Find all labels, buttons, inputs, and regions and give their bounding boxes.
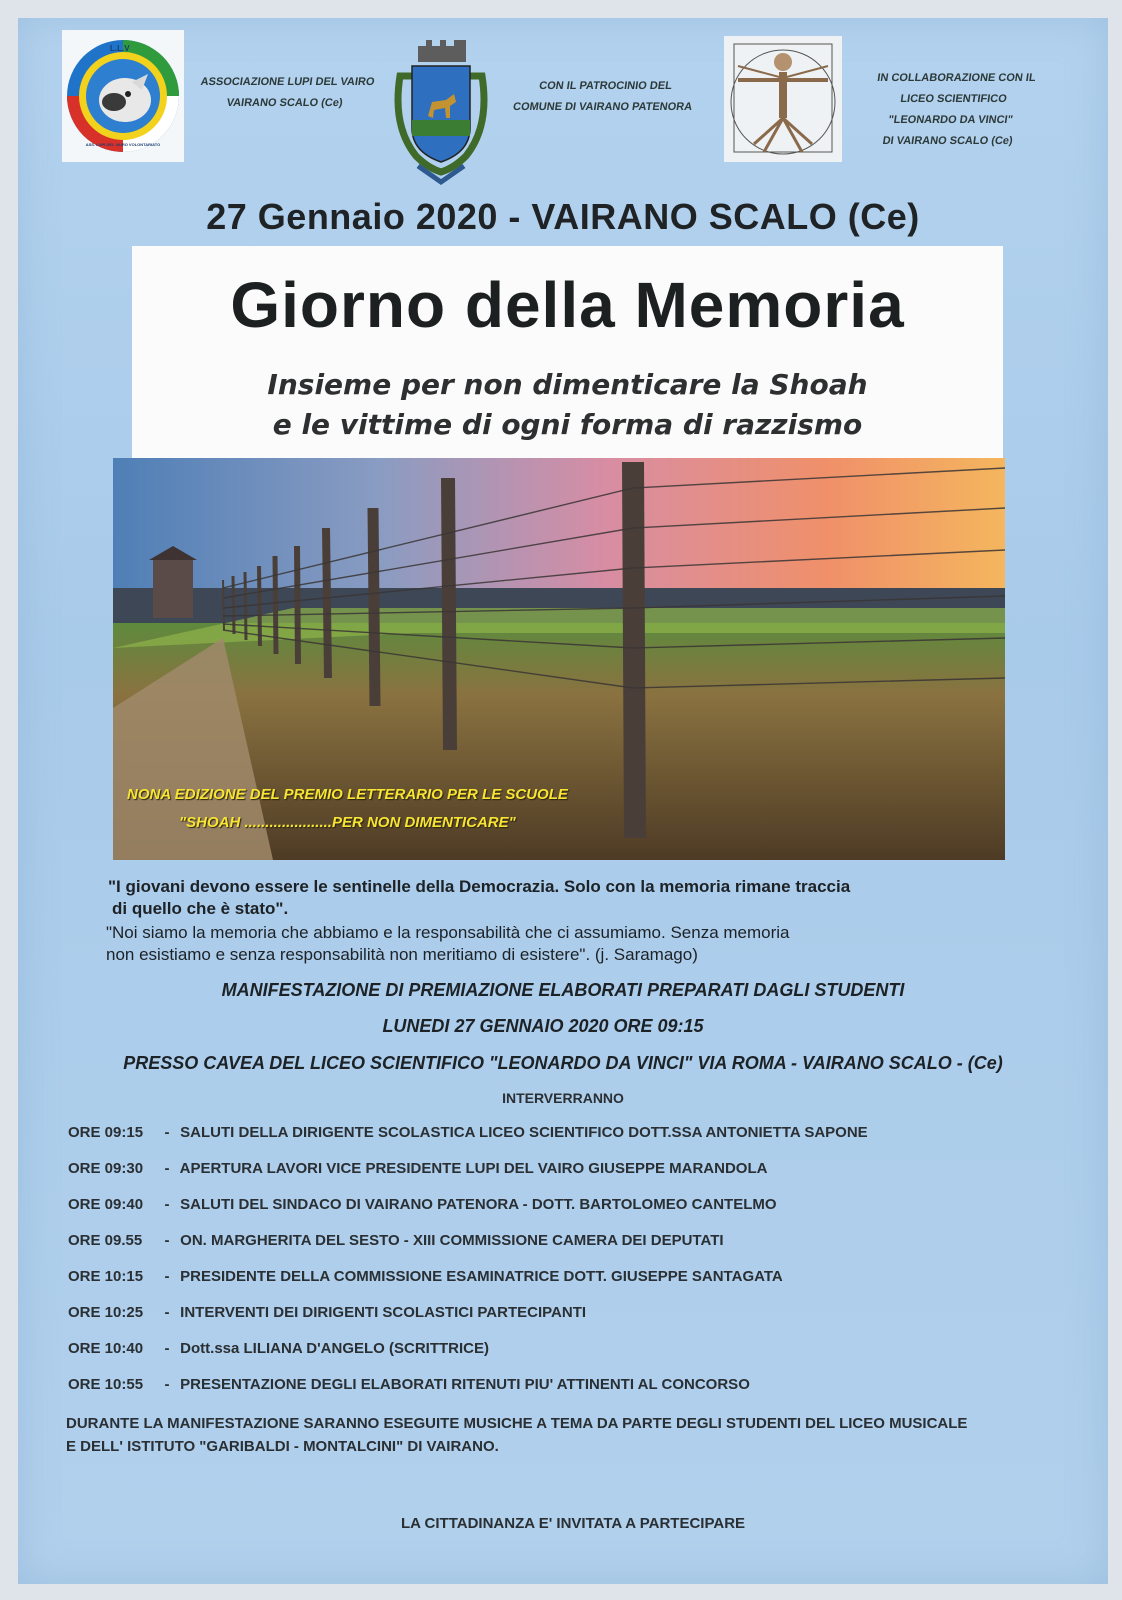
programme-item	[68, 1160, 1068, 1177]
programme-separator: -	[164, 1268, 170, 1285]
badge-initials: L.L.V	[110, 44, 130, 53]
programme-time: ORE 09.55	[68, 1232, 143, 1249]
vitruvian-man-logo	[724, 36, 842, 162]
collaboration-text: IN COLLABORAZIONE CON IL LICEO SCIENTIFICO "LEONARDO DA VINCI" DI VAIRANO SCALO (Ce)	[876, 72, 1037, 147]
ceremony-location: PRESSO CAVEA DEL LICEO SCIENTIFICO "LEONARDO DA VINCI" VIA ROMA - VAIRANO SCALO - (Ce)	[123, 1053, 1003, 1073]
programme-text: SALUTI DELLA DIRIGENTE SCOLASTICA LICEO SCIENTIFICO DOTT.SSA ANTONIETTA SAPONE	[180, 1124, 868, 1141]
event-subtitle-line2: e le vittime di ogni forma di razzismo	[272, 408, 863, 441]
programme-time: ORE 10:55	[68, 1376, 144, 1393]
programme-text: INTERVENTI DEI DIRIGENTI SCOLASTICI PARTECIPANTI	[180, 1304, 587, 1321]
title-box	[132, 246, 1003, 466]
quote-1-line1: "I giovani devono essere le sentinelle della Democrazia. Solo con la memoria rimane traccia	[108, 877, 851, 896]
programme-time: ORE 10:25	[68, 1304, 144, 1321]
music-note-line1: DURANTE LA MANIFESTAZIONE SARANNO ESEGUITE MUSICHE A TEMA DA PARTE DEGLI STUDENTI DEL LICEO MUSICALE	[66, 1415, 968, 1432]
programme-text: Dott.ssa LILIANA D'ANGELO (SCRITTRICE)	[180, 1340, 490, 1357]
programme-item	[68, 1376, 1068, 1393]
programme-time: ORE 10:15	[68, 1268, 144, 1285]
programme-separator: -	[164, 1196, 170, 1213]
programme-time: ORE 09:15	[68, 1124, 144, 1141]
programme-text: ON. MARGHERITA DEL SESTO - XIII COMMISSIONE CAMERA DEI DEPUTATI	[180, 1232, 724, 1249]
event-date-location: 27 Gennaio 2020 - VAIRANO SCALO (Ce)	[206, 196, 920, 237]
event-subtitle-line1: Insieme per non dimenticare la Shoah	[267, 368, 868, 401]
photo-caption-line1: NONA EDIZIONE DEL PREMIO LETTERARIO PER LE SCUOLE	[127, 786, 568, 803]
music-note-line2: E DELL' ISTITUTO "GARIBALDI - MONTALCINI" DI VAIRANO.	[66, 1438, 499, 1455]
quote-1-line2: di quello che è stato".	[112, 899, 289, 918]
programme-time: ORE 09:40	[68, 1196, 144, 1213]
association-name: ASSOCIAZIONE LUPI DEL VAIRO VAIRANO SCALO (Ce)	[199, 76, 376, 109]
municipal-crest-icon	[388, 36, 494, 188]
programme-time: ORE 10:40	[68, 1340, 144, 1357]
programme-separator: -	[164, 1124, 170, 1141]
association-logo	[62, 30, 184, 162]
programme-text: SALUTI DEL SINDACO DI VAIRANO PATENORA - DOTT. BARTOLOMEO CANTELMO	[180, 1196, 777, 1213]
poster	[18, 18, 1108, 1584]
programme-item	[68, 1268, 1068, 1285]
badge-ring-text: ASS. LUPI DEL VAIRO VOLONTARIATO	[85, 142, 161, 147]
programme-item	[68, 1124, 1068, 1141]
programme-item	[68, 1304, 1068, 1321]
programme-item	[68, 1340, 1068, 1357]
barbed-wire-fence-photo	[113, 458, 1005, 860]
quote-2-line1: "Noi siamo la memoria che abbiamo e la responsabilità che ci assumiamo. Senza memoria	[106, 923, 790, 942]
patronage-text: CON IL PATROCINIO DEL COMUNE DI VAIRANO PATENORA	[512, 80, 693, 113]
ceremony-heading: MANIFESTAZIONE DI PREMIAZIONE ELABORATI PREPARATI DAGLI STUDENTI	[221, 980, 905, 1000]
quote-2-line2: non esistiamo e senza responsabilità non meritiamo di esistere". (j. Saramago)	[106, 945, 698, 964]
speakers-label: INTERVERRANNO	[502, 1090, 624, 1106]
programme-text: PRESENTAZIONE DEGLI ELABORATI RITENUTI PIU' ATTINENTI AL CONCORSO	[180, 1376, 750, 1393]
programme-separator: -	[164, 1232, 170, 1249]
ceremony-date-time: LUNEDI 27 GENNAIO 2020 ORE 09:15	[382, 1016, 704, 1036]
programme-separator: -	[164, 1304, 170, 1321]
programme-separator: -	[164, 1160, 170, 1177]
programme-text: PRESIDENTE DELLA COMMISSIONE ESAMINATRICE DOTT. GIUSEPPE SANTAGATA	[180, 1268, 783, 1285]
programme-text: APERTURA LAVORI VICE PRESIDENTE LUPI DEL VAIRO GIUSEPPE MARANDOLA	[179, 1160, 768, 1177]
programme-separator: -	[164, 1376, 170, 1393]
programme-time: ORE 09:30	[68, 1160, 144, 1177]
programme-separator: -	[164, 1340, 170, 1357]
programme-item	[68, 1196, 1068, 1213]
programme-item	[68, 1232, 1068, 1249]
event-title: Giorno della Memoria	[230, 269, 905, 341]
invitation-text: LA CITTADINANZA E' INVITATA A PARTECIPARE	[400, 1515, 746, 1532]
photo-caption-line2: "SHOAH .....................PER NON DIMENTICARE"	[179, 814, 516, 831]
